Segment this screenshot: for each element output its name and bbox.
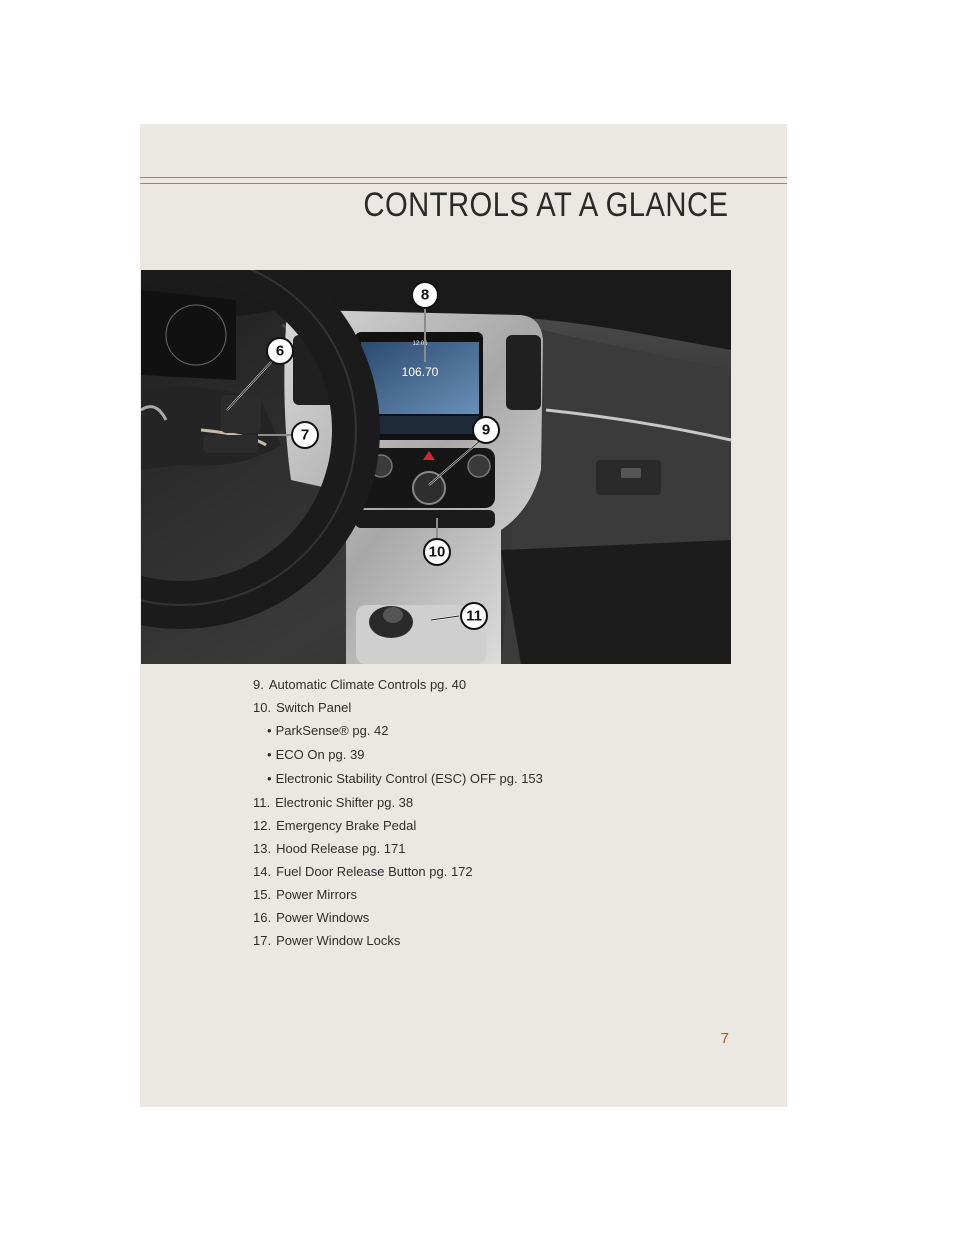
callout-10 — [424, 539, 450, 565]
list-item: 16. Power Windows — [253, 910, 370, 925]
list-item: 9. Automatic Climate Controls pg. 40 — [253, 677, 467, 692]
list-item: 17. Power Window Locks — [253, 933, 401, 948]
list-item: 10. Switch Panel — [253, 700, 352, 715]
page-number: 7 — [720, 1030, 729, 1047]
callout-11 — [461, 603, 487, 629]
callout-6 — [267, 338, 293, 364]
dashboard-photo — [141, 270, 731, 664]
header-rule-top — [140, 177, 787, 178]
radio-frequency: 106.70 — [401, 365, 439, 379]
bullet-icon: • — [267, 771, 272, 786]
callout-8 — [412, 282, 438, 308]
bullet-icon: • — [267, 747, 272, 762]
bullet-icon: • — [267, 723, 272, 738]
callout-7 — [292, 422, 318, 448]
svg-text:8: 8 — [420, 286, 430, 304]
svg-text:7: 7 — [300, 426, 310, 444]
list-item: 11. Electronic Shifter pg. 38 — [253, 795, 414, 810]
list-subitem: • ParkSense® pg. 42 — [267, 723, 389, 738]
svg-text:6: 6 — [275, 342, 285, 360]
list-item: 14. Fuel Door Release Button pg. 172 — [253, 864, 473, 879]
list-subitem: • Electronic Stability Control (ESC) OFF pg. 153 — [267, 771, 543, 786]
list-item: 15. Power Mirrors — [253, 887, 357, 902]
page-title: CONTROLS AT A GLANCE — [362, 186, 728, 224]
list-item: 13. Hood Release pg. 171 — [253, 841, 406, 856]
svg-text:11: 11 — [466, 607, 482, 625]
list-subitem: • ECO On pg. 39 — [267, 747, 365, 762]
controls-list — [253, 676, 543, 955]
svg-text:9: 9 — [481, 421, 491, 439]
header-rule-bottom — [140, 183, 787, 184]
svg-text:10: 10 — [428, 543, 446, 561]
list-item: 12. Emergency Brake Pedal — [253, 818, 417, 833]
callout-9 — [473, 417, 499, 443]
screen-clock: 12:06 — [412, 341, 428, 347]
